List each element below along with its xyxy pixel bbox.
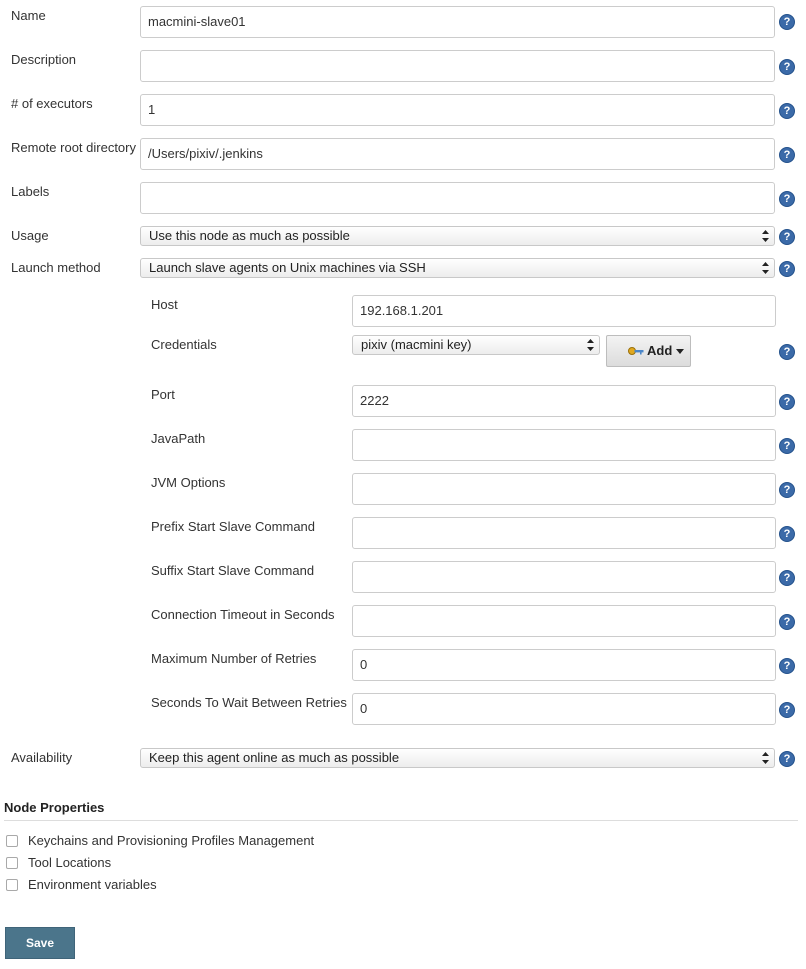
executors-help-icon[interactable]: ?: [779, 103, 795, 119]
credentials-selected-value: pixiv (macmini key): [361, 337, 472, 352]
wait-retries-field[interactable]: 0: [352, 693, 776, 725]
name-help-icon[interactable]: ?: [779, 14, 795, 30]
description-help-icon[interactable]: ?: [779, 59, 795, 75]
usage-label: Usage: [11, 228, 49, 243]
availability-selected-value: Keep this agent online as much as possible: [149, 750, 400, 765]
max-retries-label: Maximum Number of Retries: [151, 651, 317, 666]
description-field[interactable]: [140, 50, 775, 82]
key-icon: [628, 346, 644, 356]
wait-retries-help-icon[interactable]: ?: [779, 702, 795, 718]
java-path-field[interactable]: [352, 429, 776, 461]
prefix-command-label: Prefix Start Slave Command: [151, 519, 316, 534]
node-properties-title: Node Properties: [4, 800, 105, 815]
usage-selected-value: Use this node as much as possible: [149, 228, 350, 243]
usage-select[interactable]: [140, 226, 775, 246]
environment-variables-label[interactable]: Environment variables: [28, 877, 157, 892]
usage-help-icon[interactable]: ?: [779, 229, 795, 245]
labels-help-icon[interactable]: ?: [779, 191, 795, 207]
keychains-checkbox[interactable]: [6, 835, 18, 847]
availability-help-icon[interactable]: ?: [779, 751, 795, 767]
availability-label: Availability: [11, 750, 73, 765]
port-label: Port: [151, 387, 175, 402]
launch-method-label: Launch method: [11, 260, 101, 275]
jvm-options-help-icon[interactable]: ?: [779, 482, 795, 498]
wait-retries-label: Seconds To Wait Between Retries: [151, 695, 347, 710]
remote-root-label: Remote root directory: [11, 140, 136, 155]
port-field[interactable]: 2222: [352, 385, 776, 417]
credentials-help-icon[interactable]: ?: [779, 344, 795, 360]
credentials-select[interactable]: [352, 335, 600, 355]
remote-root-help-icon[interactable]: ?: [779, 147, 795, 163]
add-button-label: Add: [647, 343, 673, 358]
labels-field[interactable]: [140, 182, 775, 214]
select-arrows-icon: [762, 261, 769, 275]
availability-select[interactable]: [140, 748, 775, 768]
tool-locations-checkbox[interactable]: [6, 857, 18, 869]
suffix-command-field[interactable]: [352, 561, 776, 593]
java-path-help-icon[interactable]: ?: [779, 438, 795, 454]
save-button[interactable]: Save: [5, 927, 75, 959]
add-credentials-button[interactable]: [606, 335, 691, 367]
select-arrows-icon: [762, 751, 769, 765]
host-label: Host: [151, 297, 178, 312]
port-help-icon[interactable]: ?: [779, 394, 795, 410]
select-arrows-icon: [762, 229, 769, 243]
max-retries-field[interactable]: 0: [352, 649, 776, 681]
connection-timeout-label: Connection Timeout in Seconds: [151, 607, 335, 622]
connection-timeout-field[interactable]: [352, 605, 776, 637]
credentials-label: Credentials: [151, 337, 217, 352]
caret-down-icon: [676, 349, 684, 354]
launch-method-help-icon[interactable]: ?: [779, 261, 795, 277]
executors-label: # of executors: [11, 96, 93, 111]
tool-locations-label[interactable]: Tool Locations: [28, 855, 112, 870]
prefix-command-help-icon[interactable]: ?: [779, 526, 795, 542]
launch-method-select[interactable]: [140, 258, 775, 278]
select-arrows-icon: [587, 338, 594, 352]
prefix-command-field[interactable]: [352, 517, 776, 549]
description-label: Description: [11, 52, 77, 67]
labels-label: Labels: [11, 184, 50, 199]
java-path-label: JavaPath: [151, 431, 206, 446]
name-label: Name: [11, 8, 46, 23]
executors-field[interactable]: 1: [140, 94, 775, 126]
max-retries-help-icon[interactable]: ?: [779, 658, 795, 674]
suffix-command-label: Suffix Start Slave Command: [151, 563, 315, 578]
jvm-options-field[interactable]: [352, 473, 776, 505]
suffix-command-help-icon[interactable]: ?: [779, 570, 795, 586]
environment-variables-checkbox[interactable]: [6, 879, 18, 891]
host-field[interactable]: 192.168.1.201: [352, 295, 776, 327]
section-divider: [4, 820, 798, 821]
name-field[interactable]: macmini-slave01: [140, 6, 775, 38]
jvm-options-label: JVM Options: [151, 475, 226, 490]
launch-method-selected-value: Launch slave agents on Unix machines via SSH: [149, 260, 426, 275]
remote-root-field[interactable]: /Users/pixiv/.jenkins: [140, 138, 775, 170]
connection-timeout-help-icon[interactable]: ?: [779, 614, 795, 630]
keychains-label[interactable]: Keychains and Provisioning Profiles Management: [28, 833, 315, 848]
